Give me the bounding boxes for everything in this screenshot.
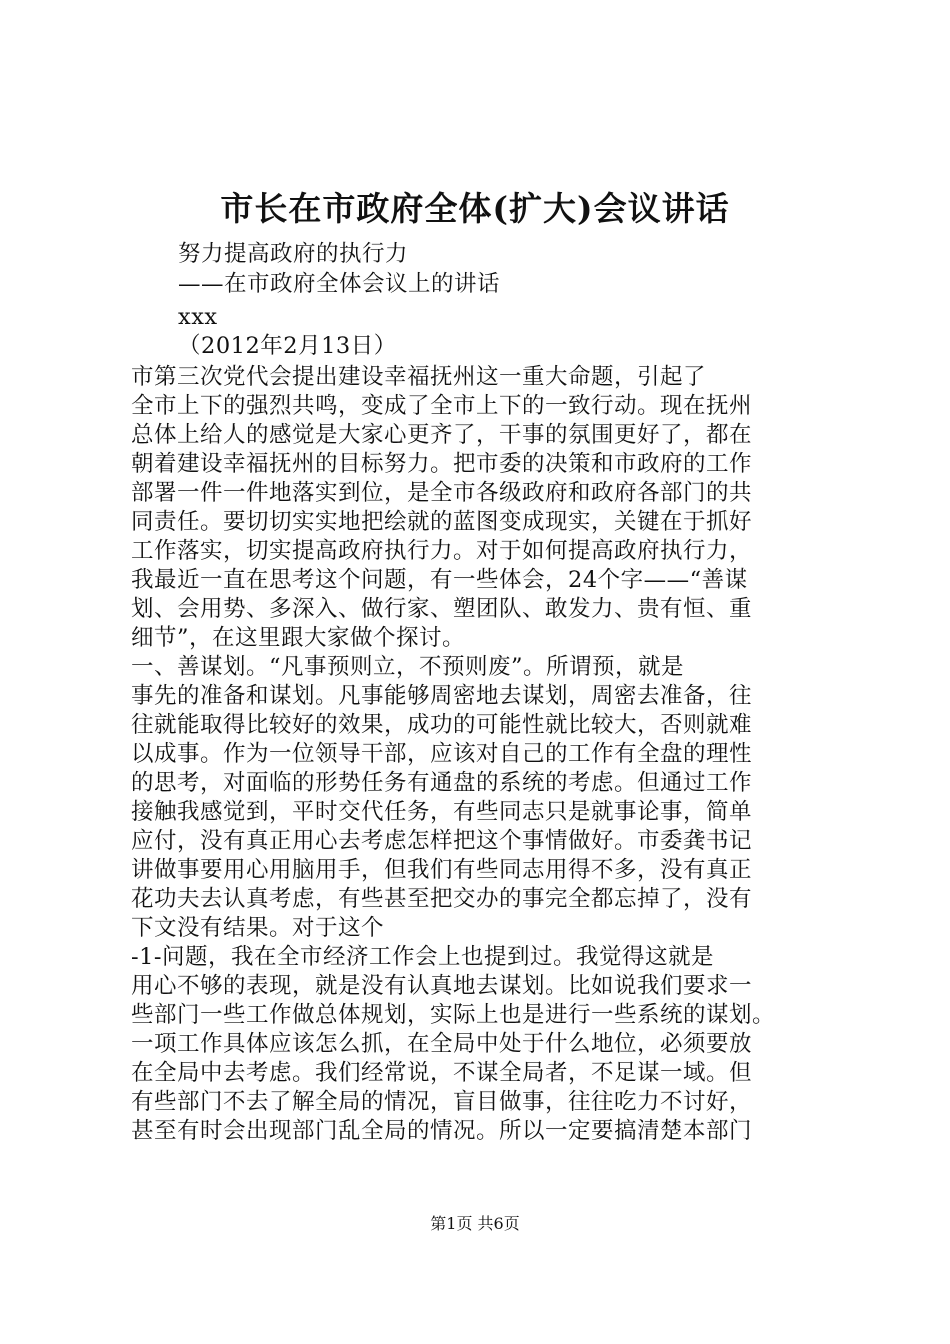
body-text-line: 以成事。作为一位领导干部，应该对自己的工作有全盘的理性 bbox=[131, 741, 753, 767]
body-text-line: 应付，没有真正用心去考虑怎样把这个事情做好。市委龚书记 bbox=[131, 828, 753, 854]
body-text-line: 细节”，在这里跟大家做个探讨。 bbox=[131, 625, 466, 651]
speaker-line: xxx bbox=[178, 304, 218, 330]
body-text-line: 一项工作具体应该怎么抓，在全局中处于什么地位，必须要放 bbox=[131, 1031, 753, 1057]
section-heading-line: 一、善谋划。“凡事预则立，不预则废”。所谓预，就是 bbox=[131, 654, 685, 680]
body-text-line: 全市上下的强烈共鸣，变成了全市上下的一致行动。现在抚州 bbox=[131, 393, 753, 419]
body-text-line: 在全局中去考虑。我们经常说，不谋全局者，不足谋一域。但 bbox=[131, 1060, 753, 1086]
body-text-line: 花功夫去认真考虑，有些甚至把交办的事完全都忘掉了，没有 bbox=[131, 886, 753, 912]
page-number-footer: 第1页 共6页 bbox=[430, 1214, 520, 1233]
body-text-line: 些部门一些工作做总体规划，实际上也是进行一些系统的谋划。 bbox=[131, 1002, 776, 1028]
body-text-line: 往就能取得比较好的效果，成功的可能性就比较大，否则就难 bbox=[131, 712, 753, 738]
body-text-line: 下文没有结果。对于这个 bbox=[131, 915, 385, 941]
document-title: 市长在市政府全体(扩大)会议讲话 bbox=[220, 189, 730, 228]
speech-occasion-line: ——在市政府全体会议上的讲话 bbox=[178, 271, 501, 297]
body-text-line: 甚至有时会出现部门乱全局的情况。所以一定要搞清楚本部门 bbox=[131, 1118, 753, 1144]
body-text-line: 朝着建设幸福抚州的目标努力。把市委的决策和市政府的工作 bbox=[131, 451, 753, 477]
body-text-line: 同责任。要切切实实地把绘就的蓝图变成现实，关键在于抓好 bbox=[131, 509, 753, 535]
body-text-line: 市第三次党代会提出建设幸福抚州这一重大命题，引起了 bbox=[131, 364, 707, 390]
body-text-line: -1-问题，我在全市经济工作会上也提到过。我觉得这就是 bbox=[131, 944, 715, 970]
body-text-line: 用心不够的表现，就是没有认真地去谋划。比如说我们要求一 bbox=[131, 973, 753, 999]
body-text-line: 工作落实，切实提高政府执行力。对于如何提高政府执行力， bbox=[131, 538, 753, 564]
body-text-line: 部署一件一件地落实到位，是全市各级政府和政府各部门的共 bbox=[131, 480, 753, 506]
body-text-line: 我最近一直在思考这个问题，有一些体会，24个字——“善谋 bbox=[131, 567, 748, 593]
body-text-line: 有些部门不去了解全局的情况，盲目做事，往往吃力不讨好， bbox=[131, 1089, 753, 1115]
body-text-line: 事先的准备和谋划。凡事能够周密地去谋划，周密去准备，往 bbox=[131, 683, 753, 709]
body-text-line: 划、会用势、多深入、做行家、塑团队、敢发力、贵有恒、重 bbox=[131, 596, 753, 622]
subtitle-line: 努力提高政府的执行力 bbox=[178, 241, 409, 267]
date-line: （2012年2月13日） bbox=[178, 333, 397, 359]
body-text-line: 的思考，对面临的形势任务有通盘的系统的考虑。但通过工作 bbox=[131, 770, 753, 796]
body-text-line: 接触我感觉到，平时交代任务，有些同志只是就事论事，简单 bbox=[131, 799, 753, 825]
body-text-line: 总体上给人的感觉是大家心更齐了，干事的氛围更好了，都在 bbox=[131, 422, 753, 448]
body-text-line: 讲做事要用心用脑用手，但我们有些同志用得不多，没有真正 bbox=[131, 857, 753, 883]
